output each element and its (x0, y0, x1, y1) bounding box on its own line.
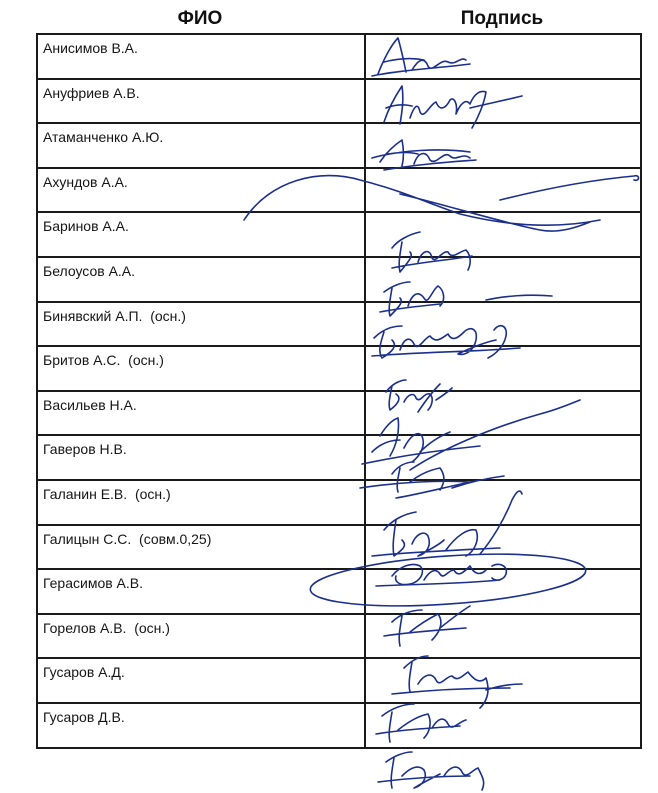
person-name: Герасимов А.В. (43, 575, 144, 592)
signature-cell (365, 435, 641, 480)
name-cell (37, 614, 365, 659)
name-cell (37, 525, 365, 570)
table-row (37, 391, 641, 436)
person-name: Галанин Е.В. (осн.) (43, 485, 171, 502)
person-name: Гусаров А.Д. (43, 664, 125, 681)
person-name: Гаверов Н.В. (43, 441, 127, 458)
name-cell (37, 703, 365, 748)
name-column-header: ФИО (177, 8, 223, 29)
name-cell (37, 569, 365, 614)
name-cell (37, 34, 365, 79)
table-row (37, 614, 641, 659)
person-name: Атаманченко А.Ю. (43, 129, 164, 146)
signature-cell (365, 525, 641, 570)
table-row (37, 658, 641, 703)
name-cell (37, 79, 365, 124)
name-cell (37, 302, 365, 347)
person-name: Анисимов В.А. (43, 40, 138, 56)
table-row (37, 435, 641, 480)
table-row (37, 569, 641, 614)
name-cell (37, 123, 365, 168)
signature-cell (365, 168, 641, 213)
person-name: Бритов А.С. (осн.) (43, 352, 164, 369)
signature-cell (365, 569, 641, 614)
signature-cell (365, 614, 641, 659)
person-name: Бинявский А.П. (осн.) (43, 307, 186, 324)
table-row (37, 212, 641, 257)
person-name: Ахундов А.А. (43, 173, 128, 190)
table-row (37, 480, 641, 525)
name-cell (37, 212, 365, 257)
table-row (37, 257, 641, 302)
name-cell (37, 346, 365, 391)
table-row (37, 168, 641, 213)
signature-cell (365, 79, 641, 124)
name-cell (37, 168, 365, 213)
signature-cell (365, 34, 641, 79)
person-name: Васильев Н.А. (43, 396, 137, 413)
signature-cell (365, 212, 641, 257)
signature-cell (365, 346, 641, 391)
signature-column-header: Подпись (460, 8, 544, 29)
name-cell (37, 480, 365, 525)
table-row (37, 79, 641, 124)
name-cell (37, 658, 365, 703)
table-row (37, 302, 641, 347)
table-row (37, 703, 641, 748)
table-row (37, 34, 641, 79)
signature-cell (365, 391, 641, 436)
name-cell (37, 257, 365, 302)
signature-cell (365, 257, 641, 302)
signature-cell (365, 480, 641, 525)
signature-cell (365, 703, 641, 748)
signature-cell (365, 658, 641, 703)
name-cell (37, 435, 365, 480)
person-name: Баринов А.А. (43, 218, 129, 235)
table-row (37, 346, 641, 391)
person-name: Галицын С.С. (совм.0,25) (43, 530, 212, 547)
signature-gusarov-dv (378, 752, 484, 790)
person-name: Горелов А.В. (осн.) (43, 619, 170, 636)
person-name: Ануфриев А.В. (43, 84, 140, 101)
person-name: Гусаров Д.В. (43, 708, 125, 725)
signature-cell (365, 302, 641, 347)
signature-cell (365, 123, 641, 168)
signature-table (36, 33, 642, 749)
table-row (37, 123, 641, 168)
table-row (37, 525, 641, 570)
person-name: Белоусов А.А. (43, 262, 136, 279)
name-cell (37, 391, 365, 436)
